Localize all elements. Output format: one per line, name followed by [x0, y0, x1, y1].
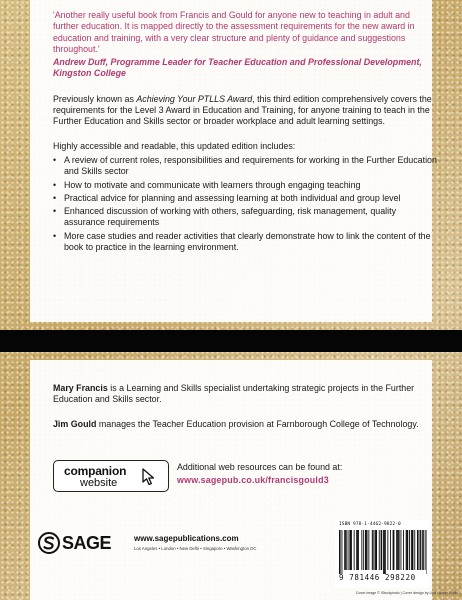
companion-website-logo: [53, 460, 169, 492]
bullet-icon: •: [53, 179, 57, 190]
barcode-bar: [344, 530, 346, 570]
barcode-bar: [356, 530, 357, 570]
sage-logo-icon: [38, 532, 60, 554]
publisher-name: SAGE: [62, 533, 112, 553]
author-bio-mary-francis: [53, 383, 433, 406]
barcode-digits: 9 781446 298220: [339, 573, 416, 582]
barcode-bar: [383, 530, 384, 574]
barcode-bar: [379, 530, 380, 570]
barcode-bar: [420, 530, 421, 570]
barcode-bar: [361, 530, 362, 570]
feature-item: [53, 155, 438, 178]
barcode-bar: [403, 530, 404, 570]
publisher-block: [38, 532, 258, 562]
barcode-bar: [406, 530, 407, 570]
feature-text: A review of current roles, responsibilities and requirements for working in the Further Education and Skills sector: [64, 154, 437, 177]
barcode-bar: [375, 530, 377, 570]
barcode-bar: [412, 530, 414, 570]
features-intro: Highly accessible and readable, this updated edition includes:: [53, 140, 296, 151]
cover-credits: Cover image © iStockphoto | Cover design by Lisa Harper-Wells: [355, 591, 458, 595]
cursor-icon: [142, 468, 156, 486]
barcode-bar: [420, 530, 421, 570]
author-bio-text: manages the Teacher Education provision at Farnborough College of Technology.: [96, 418, 419, 429]
barcode-bar: [368, 530, 369, 570]
barcode-bar: [349, 530, 351, 570]
feature-item: [53, 180, 438, 191]
barcode-bar: [394, 530, 395, 570]
companion-logo-word1: companion: [64, 464, 127, 478]
barcode-icon: [337, 530, 427, 574]
barcode-bar: [346, 530, 347, 570]
barcode-bar: [387, 530, 388, 570]
barcode-bar: [384, 530, 385, 574]
bullet-icon: •: [53, 192, 57, 203]
author-name: Mary Francis: [53, 383, 108, 393]
feature-text: Practical advice for planning and assessing learning at both individual and group level: [64, 192, 401, 203]
back-cover-bottom-panel: [30, 360, 432, 600]
barcode-bar: [425, 530, 426, 570]
author-name: Jim Gould: [53, 418, 97, 429]
feature-item: [53, 231, 438, 254]
barcode-bar: [373, 530, 374, 570]
barcode-bar: [393, 530, 394, 570]
feature-item: [53, 193, 438, 204]
author-bio-jim-gould: [53, 419, 433, 430]
barcode-bar: [398, 530, 399, 570]
features-list: [53, 155, 438, 253]
endorsement-quote: 'Another really useful book from Francis and Gould for anyone new to teaching in adult and further education. It is mapped directly to the assessment requirements for the new award in education and training, with a very clear structure and plenty of guidance and suggestions throughout.': [53, 10, 415, 54]
barcode-bar: [375, 530, 376, 570]
publisher-url[interactable]: www.sagepublications.com: [134, 534, 239, 543]
barcode-bar: [390, 530, 391, 570]
barcode-bar: [367, 530, 368, 570]
barcode-bar: [348, 530, 349, 570]
bullet-icon: •: [53, 154, 57, 165]
barcode-bar: [427, 530, 428, 574]
publisher-cities: Los Angeles • London • New Delhi • Singapore • Washington DC: [134, 546, 257, 551]
companion-website-row: [53, 460, 423, 500]
black-band-divider: [0, 330, 462, 352]
barcode-bar: [417, 530, 419, 570]
barcode-bar: [358, 530, 359, 570]
barcode-bar: [339, 530, 341, 574]
barcode-bar: [365, 530, 367, 570]
barcode-bar: [409, 530, 410, 570]
back-cover-top-panel: [30, 0, 437, 322]
barcode-bar: [363, 530, 364, 570]
barcode-bar: [401, 530, 402, 570]
barcode-bar: [354, 530, 355, 570]
bullet-icon: •: [53, 230, 57, 241]
web-resources-link[interactable]: www.sagepub.co.uk/francisgould3: [177, 475, 329, 485]
author-bio-text: is a Learning and Skills specialist undertaking strategic projects in the Further Education and Skills sector.: [53, 383, 415, 405]
endorsement-author: Andrew Duff, Programme Leader for Teacher Education and Professional Development, Kingston College: [53, 57, 422, 79]
barcode-bar: [414, 530, 415, 570]
isbn-barcode-box: [335, 520, 429, 588]
feature-text: How to motivate and communicate with learners through engaging teaching: [64, 179, 361, 190]
barcode-bar: [372, 530, 373, 570]
barcode-bar: [357, 530, 358, 570]
barcode-bar: [396, 530, 398, 570]
barcode-bar: [399, 530, 400, 570]
barcode-bar: [381, 530, 383, 570]
isbn-label: ISBN 978-1-4462-9822-0: [339, 522, 401, 527]
barcode-bar: [342, 530, 343, 574]
book-description: [53, 94, 433, 128]
previous-title: Achieving Your PTLLS Award: [136, 93, 253, 104]
feature-text: More case studies and reader activities that clearly demonstrate how to link the content of the book to practice in the learning environment.: [64, 230, 431, 253]
barcode-bar: [411, 530, 412, 570]
feature-item: [53, 206, 438, 229]
barcode-bar: [422, 530, 424, 570]
web-resources-label: Additional web resources can be found at:: [177, 462, 343, 472]
intro-after: , this third edition comprehensively covers the requirements for the Level 3 Award in Education and Training, for anyone training to teach in the Further Education and Skills sector or broader workplace and adult learning settings.: [53, 93, 432, 127]
feature-text: Enhanced discussion of working with others, safeguarding, risk management, quality assurance requirements: [64, 206, 397, 228]
barcode-bar: [385, 530, 386, 574]
companion-logo-word2: website: [80, 477, 118, 489]
intro-before: Previously known as: [53, 93, 137, 104]
barcode-bar: [407, 530, 409, 570]
bullet-icon: •: [53, 206, 57, 217]
barcode-bar: [351, 530, 352, 570]
